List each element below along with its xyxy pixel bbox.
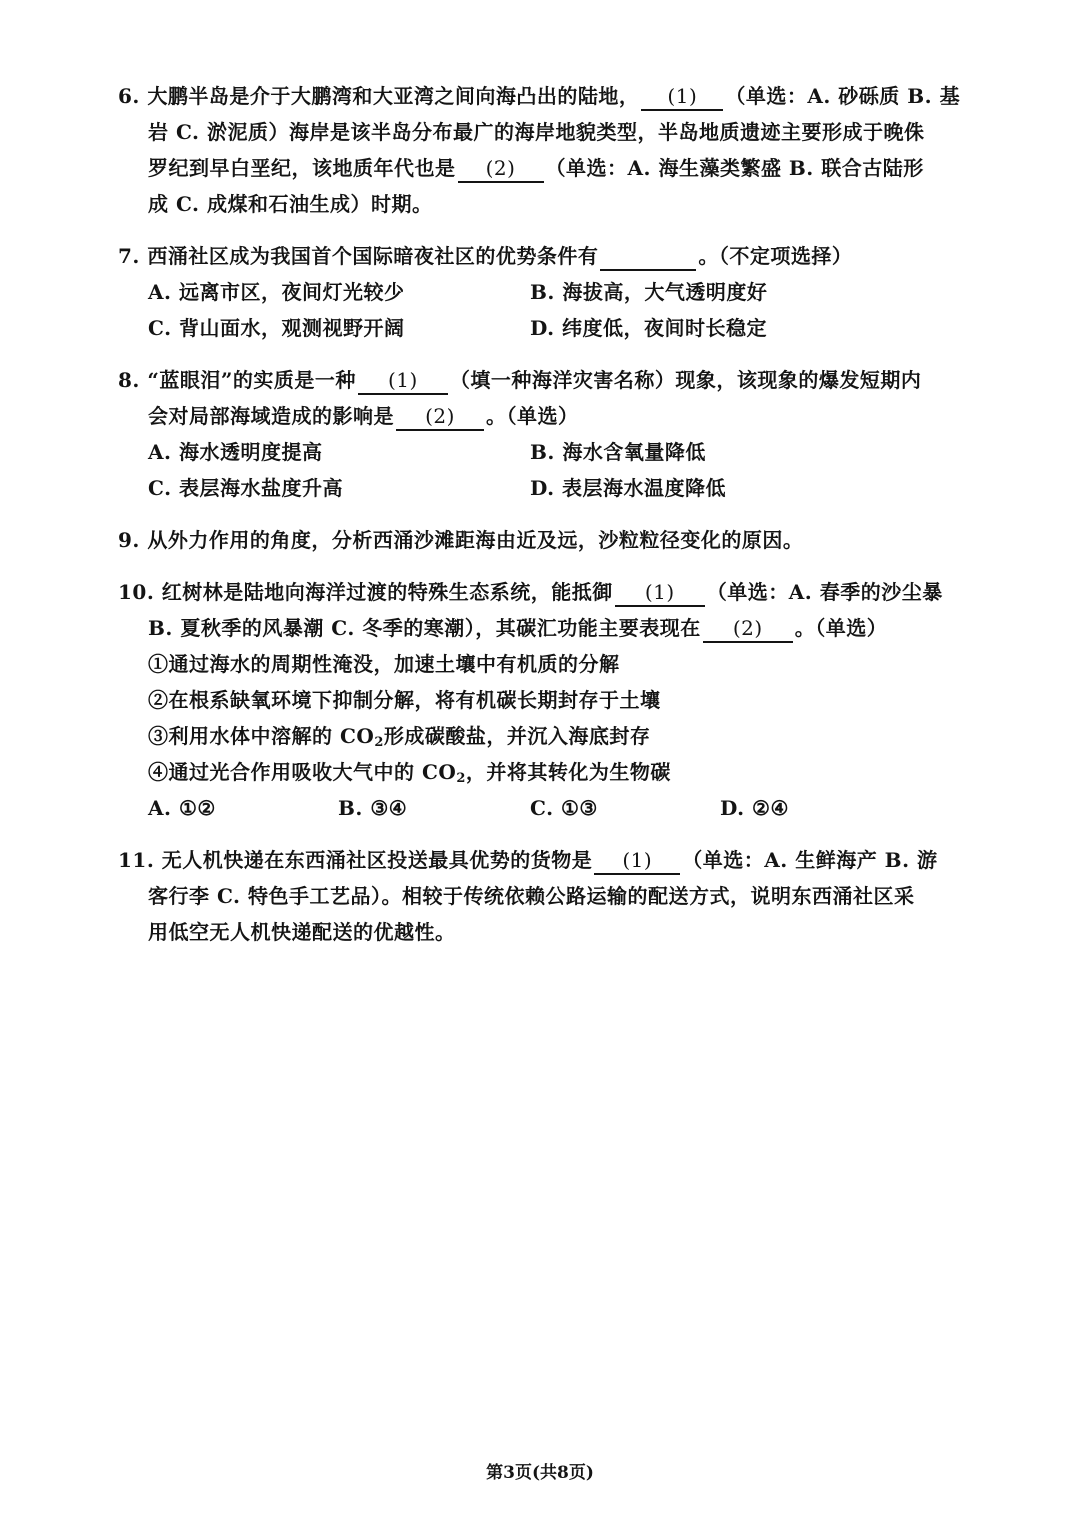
q8-option-d: D. 表层海水温度降低 — [530, 476, 727, 500]
q10-statement-4: ④通过光合作用吸收大气中的 $CO_2$，并将其转化为生物碳 — [148, 760, 671, 786]
q7-stem: 7. 西涌社区成为我国首个国际暗夜社区的优势条件有 。（不定项选择） — [118, 238, 852, 274]
q8-option-b: B. 海水含氧量降低 — [530, 440, 706, 464]
q6-line-2: 岩 C. 淤泥质）海岸是该半岛分布最广的海岸地貌类型，半岛地质遗迹主要形成于晚侏 — [148, 120, 925, 144]
q7-option-d: D. 纬度低，夜间时长稳定 — [530, 316, 768, 340]
q6-blank-1: (1) — [641, 83, 723, 111]
q8-option-a: A. 海水透明度提高 — [148, 440, 323, 464]
q10-option-c: C. ①③ — [530, 796, 598, 820]
q10-option-a: A. ①② — [148, 796, 216, 820]
page-number: 第3页(共8页) — [486, 1463, 594, 1483]
q8-blank-1: (1) — [358, 367, 448, 395]
q10-option-b: B. ③④ — [338, 796, 408, 820]
q10-option-d: D. ②④ — [720, 796, 789, 820]
q11-blank-1: (1) — [594, 847, 680, 875]
q10-statement-3: ③利用水体中溶解的 $CO_2$形成碳酸盐，并沉入海底封存 — [148, 724, 651, 750]
q11-line-1: 11. 无人机快递在东西涌社区投送最具优势的货物是 (1) （单选：A. 生鲜海产 B. 游 — [118, 842, 938, 878]
q7-option-c: C. 背山面水，观测视野开阔 — [148, 316, 405, 340]
q10-blank-1: (1) — [615, 579, 705, 607]
q7-option-b: B. 海拔高，大气透明度好 — [530, 280, 768, 304]
q8-blank-2: (2) — [396, 403, 484, 431]
q10-line-1: 10. 红树林是陆地向海洋过渡的特殊生态系统，能抵御 (1) （单选：A. 春季的沙尘暴 — [118, 574, 943, 610]
q11-line-2: 客行李 C. 特色手工艺品）。相较于传统依赖公路运输的配送方式，说明东西涌社区采 — [148, 884, 915, 908]
q8-line-2: 会对局部海域造成的影响是 (2) 。（单选） — [148, 398, 579, 434]
q10-line-2: B. 夏秋季的风暴潮 C. 冬季的寒潮），其碳汇功能主要表现在 (2) 。（单选） — [148, 610, 887, 646]
q6-line-1: 6. 大鹏半岛是介于大鹏湾和大亚湾之间向海凸出的陆地， (1) （单选：A. 砂砾质 B. 基 — [118, 78, 960, 114]
q6-line-3: 罗纪到早白垩纪，该地质年代也是 (2) （单选：A. 海生藻类繁盛 B. 联合古陆形 — [148, 150, 924, 186]
q10-statement-1: ①通过海水的周期性淹没，加速土壤中有机质的分解 — [148, 652, 620, 676]
q10-statement-2: ②在根系缺氧环境下抑制分解，将有机碳长期封存于土壤 — [148, 688, 661, 712]
q11-line-3: 用低空无人机快递配送的优越性。 — [148, 920, 456, 944]
q7-option-a: A. 远离市区，夜间灯光较少 — [148, 280, 405, 304]
q8-option-c: C. 表层海水盐度升高 — [148, 476, 343, 500]
q6-blank-2: (2) — [458, 155, 544, 183]
q7-blank — [600, 243, 696, 271]
q9-stem: 9. 从外力作用的角度，分析西涌沙滩距海由近及远，沙粒粒径变化的原因。 — [118, 528, 804, 552]
q6-line-4: 成 C. 成煤和石油生成）时期。 — [148, 192, 433, 216]
q8-line-1: 8. “蓝眼泪”的实质是一种 (1) （填一种海洋灾害名称）现象，该现象的爆发短期内 — [118, 362, 921, 398]
q10-blank-2: (2) — [703, 615, 793, 643]
